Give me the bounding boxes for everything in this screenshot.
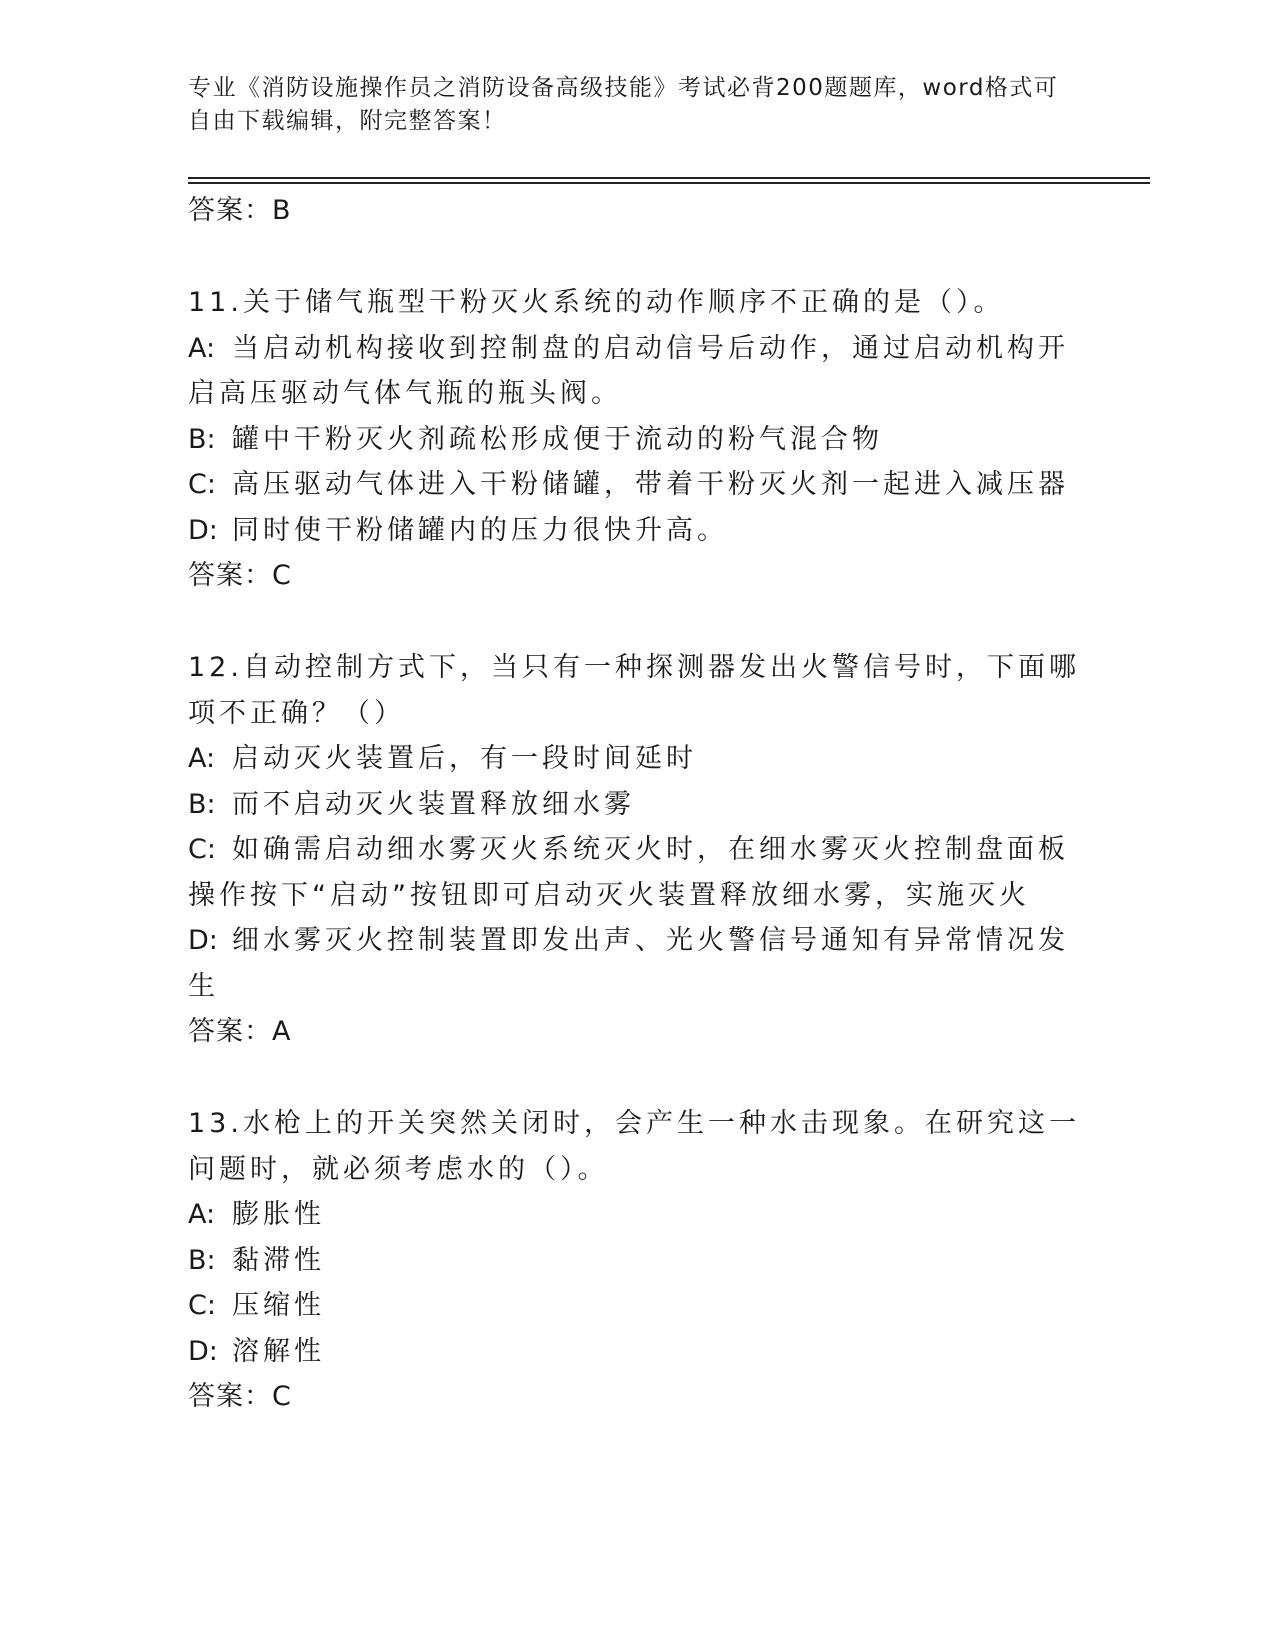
header-divider-top bbox=[188, 177, 1150, 179]
question-answer: 答案：C bbox=[188, 1381, 292, 1412]
option-text: 细水雾灭火控制装置即发出声、光火警信号通知有异常情况发生 bbox=[188, 925, 1069, 1002]
option-key: D: bbox=[188, 1335, 218, 1367]
question-11 bbox=[188, 280, 1088, 599]
option-b bbox=[188, 1238, 1088, 1284]
option-key: B: bbox=[188, 423, 216, 455]
option-text: 黏滞性 bbox=[232, 1244, 325, 1276]
question-stem: 11.关于储气瓶型干粉灭火系统的动作顺序不正确的是（）。 bbox=[188, 287, 1005, 318]
option-key: C: bbox=[188, 834, 216, 865]
option-text: 压缩性 bbox=[232, 1290, 325, 1321]
option-key: D: bbox=[188, 514, 218, 546]
option-text: 罐中干粉灭火剂疏松形成便于流动的粉气混合物 bbox=[232, 423, 883, 455]
option-key: C: bbox=[188, 1290, 216, 1321]
option-text: 而不启动灭火装置释放细水雾 bbox=[232, 788, 635, 820]
option-text: 膨胀性 bbox=[232, 1199, 325, 1230]
option-key: D: bbox=[188, 925, 218, 956]
option-key: B: bbox=[188, 1244, 216, 1276]
previous-question-answer: 答案：B bbox=[188, 195, 292, 226]
option-c bbox=[188, 827, 1088, 918]
option-text: 如确需启动细水雾灭火系统灭火时，在细水雾灭火控制盘面板操作按下“启动”按钮即可启动灭火装置释放细水雾，实施灭火 bbox=[188, 834, 1069, 911]
option-d bbox=[188, 508, 1088, 554]
option-text: 溶解性 bbox=[232, 1335, 325, 1367]
option-text: 启动灭火装置后，有一段时间延时 bbox=[232, 743, 697, 774]
question-answer: 答案：A bbox=[188, 1016, 292, 1047]
option-c bbox=[188, 1283, 1088, 1329]
option-key: B: bbox=[188, 788, 216, 820]
option-a bbox=[188, 736, 1088, 782]
option-key: A: bbox=[188, 1199, 216, 1230]
option-key: C: bbox=[188, 469, 216, 500]
question-stem: 12.自动控制方式下，当只有一种探测器发出火警信号时，下面哪项不正确？（） bbox=[188, 652, 1080, 729]
option-c bbox=[188, 462, 1088, 508]
question-answer: 答案：C bbox=[188, 560, 292, 591]
option-d bbox=[188, 1329, 1088, 1375]
option-key: A: bbox=[188, 743, 216, 774]
question-12 bbox=[188, 645, 1088, 1055]
option-b bbox=[188, 417, 1088, 463]
question-13 bbox=[188, 1101, 1088, 1420]
option-text: 高压驱动气体进入干粉储罐，带着干粉灭火剂一起进入减压器 bbox=[232, 469, 1069, 500]
document-body bbox=[188, 188, 1088, 1420]
option-a bbox=[188, 326, 1088, 417]
option-d bbox=[188, 918, 1088, 1009]
option-a bbox=[188, 1192, 1088, 1238]
option-text: 当启动机构接收到控制盘的启动信号后动作，通过启动机构开启高压驱动气体气瓶的瓶头阀。 bbox=[188, 332, 1069, 409]
question-stem: 13.水枪上的开关突然关闭时，会产生一种水击现象。在研究这一问题时，就必须考虑水的（）。 bbox=[188, 1108, 1080, 1185]
option-text: 同时使干粉储罐内的压力很快升高。 bbox=[232, 514, 728, 546]
option-b bbox=[188, 782, 1088, 828]
option-key: A: bbox=[188, 332, 216, 364]
document-header: 专业《消防设施操作员之消防设备高级技能》考试必背200题题库，word格式可自由下载编辑，附完整答案！ bbox=[188, 75, 1059, 134]
header-divider-bottom bbox=[188, 182, 1150, 184]
